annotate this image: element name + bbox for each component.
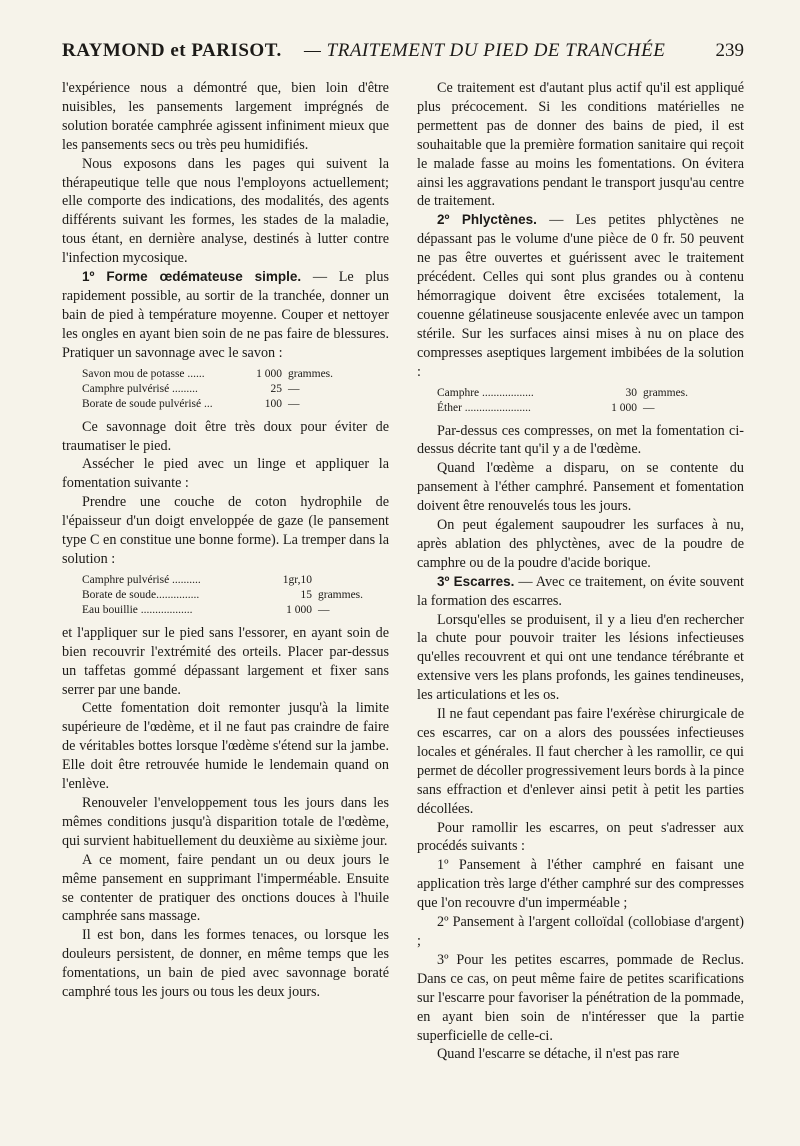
quantity: 100: [264, 397, 282, 410]
recipe-row: [82, 603, 363, 618]
quantity: 1gr,10: [282, 573, 312, 586]
recipe-row: [82, 588, 363, 603]
unit: grammes.: [288, 367, 334, 380]
section-heading: 1º Forme œdémateuse simple.: [82, 269, 302, 285]
section-paragraph: [417, 211, 744, 381]
ingredient: Camphre pulvérisé .........: [82, 382, 198, 395]
paragraph: Assécher le pied avec un linge et appliquer la fomentation suivante :: [62, 456, 389, 492]
paragraph: Il est bon, dans les formes tenaces, ou lorsque les douleurs persistent, de donner, en même temps que les fomentations, un bain de pied avec savonnage boraté camphré tous les jours ou tous les deux jours.: [62, 927, 389, 1001]
quantity: 1 000: [256, 367, 282, 380]
paragraph: et l'appliquer sur le pied sans l'essorer, en ayant soin de bien recouvrir l'extrémité des orteils. Placer par-dessus un taffetas gommé dépassant largement et fixer sans serrer par une bande.: [62, 624, 389, 698]
recipe-row: [82, 367, 333, 382]
paragraph-text: — Avec ce traitement, on évite souvent la formation des escarres.: [417, 573, 744, 609]
recipe-row: [82, 382, 333, 397]
ingredient: Camphre ..................: [437, 386, 534, 399]
unit: —: [318, 603, 330, 616]
paragraph: Ce savonnage doit être très doux pour éviter de traumatiser le pied.: [62, 418, 389, 454]
right-column: [417, 79, 744, 1064]
paragraph: Lorsqu'elles se produisent, il y a lieu d'en rechercher la chute pour pouvoir traiter les lésions infectieuses qu'elles recouvrent et qui ont une tendance térébrante et extensive vers les plans profonds, les gaines tendineuses, les articulations et les os.: [417, 611, 744, 704]
paragraph: Nous exposons dans les pages qui suivent la thérapeutique telle que nous l'employons actuellement; elle comporte des indications, des modalités, des agents différents suivant les formes, les stades de la maladie, tous étant, en dernière analyse, destinés à lutter contre l'infection mycosique.: [62, 155, 389, 267]
paragraph: Quand l'escarre se détache, il n'est pas rare: [437, 1046, 680, 1063]
quantity: 15: [300, 588, 312, 601]
quantity: 1 000: [611, 401, 637, 414]
paragraph: Quand l'œdème a disparu, on se contente du pansement à l'éther camphré. Pansement et fomentation doivent être renouvelés tous les jours.: [417, 460, 744, 515]
section-paragraph: [62, 268, 389, 363]
paragraph: Pour ramollir les escarres, on peut s'adresser aux procédés suivants :: [417, 819, 744, 855]
unit: —: [643, 401, 655, 414]
paragraph: 1º Pansement à l'éther camphré en faisant une application très large d'éther camphré sur des compresses que l'on recouvre d'un imperméable ;: [417, 857, 744, 912]
ingredient: Éther .......................: [437, 401, 531, 414]
paragraph: Il ne faut cependant pas faire l'exérèse chirurgicale de ces escarres, car on a alors des poussées infectieuses locales et générales. Il faut chercher à les ramollir, ce qui permet de décoller progressivement leurs bords à la pince sans effraction et d'enlever ainsi petit à petit les parties décollées.: [417, 706, 744, 817]
unit: —: [288, 382, 300, 395]
ingredient: Borate de soude...............: [82, 588, 200, 601]
unit: [316, 573, 363, 588]
ingredient: Camphre pulvérisé ..........: [82, 573, 201, 586]
paragraph: Ce traitement est d'autant plus actif qu'il est appliqué plus précocement. Si les conditions matérielles ne permettent pas de donner des bains de pied, il est souhaitable que la première formation sanitaire qui reçoit le malade fasse au moins les fomentations. On évitera ainsi les aggravations pendant le transport jusqu'au centre de traitement.: [417, 80, 744, 210]
paragraph: Prendre une couche de coton hydrophile de l'épaisseur d'un doigt enveloppée de gaze (le pansement type C en constitue une bonne forme). La tremper dans la solution :: [62, 494, 389, 567]
recipe-row: [82, 397, 333, 412]
recipe-row: [437, 386, 688, 401]
section-heading: 3º Escarres.: [437, 573, 515, 589]
recipe-table: [82, 367, 333, 412]
unit: grammes.: [318, 588, 364, 601]
paragraph: Par-dessus ces compresses, on met la fomentation ci-dessus décrite tant qu'il y a de l'œdème.: [417, 422, 744, 458]
paragraph: On peut également saupoudrer les surfaces à nu, après ablation des phlyctènes, avec de la poudre de camphre ou de la poudre d'acide borique.: [417, 517, 744, 571]
quantity: 25: [270, 382, 282, 395]
recipe-row: [82, 573, 363, 588]
paragraph: A ce moment, faire pendant un ou deux jours le même pansement en supprimant l'imperméable. Ensuite se contenter de pratiquer des onctions douces à l'huile camphrée sans massage.: [62, 851, 389, 925]
paragraph: Renouveler l'enveloppement tous les jours dans les mêmes conditions jusqu'à disparition totale de l'œdème, qui survient habituellement du deuxième au sixième jour.: [62, 795, 389, 849]
ingredient: Borate de soude pulvérisé ...: [82, 397, 213, 410]
quantity: 30: [625, 386, 637, 399]
recipe-row: [437, 401, 688, 416]
paragraph: 2º Pansement à l'argent colloïdal (collobiase d'argent) ;: [417, 914, 744, 949]
section-heading: 2º Phlyctènes.: [437, 212, 537, 228]
section-paragraph: [417, 573, 744, 611]
header-authors: RAYMOND et PARISOT.: [62, 40, 282, 61]
unit: —: [288, 397, 300, 410]
ingredient: Savon mou de potasse ......: [82, 367, 205, 380]
quantity: 1 000: [286, 603, 312, 616]
paragraph: 3º Pour les petites escarres, pommade de Reclus. Dans ce cas, on peut même faire de petites scarifications sur l'escarre pour favoriser la pénétration de la pommade, en ayant bien soin de n'intéresser que la partie superficielle de celle-ci.: [417, 951, 744, 1044]
page-number: 239: [715, 40, 744, 61]
paragraph: l'expérience nous a démontré que, bien loin d'être nuisibles, les pansements largement imprégnés de solution boratée camphrée agissent infiniment mieux que les pansements secs ou très peu humidifiés.: [62, 80, 389, 153]
recipe-table: [437, 386, 688, 416]
header-title: — TRAITEMENT DU PIED DE TRANCHÉE: [304, 40, 666, 61]
unit: grammes.: [643, 386, 689, 399]
paragraph: Cette fomentation doit remonter jusqu'à la limite supérieure de l'œdème, et il ne faut pas craindre de faire de véritables bottes lorsque l'œdème s'étend sur la jambe. Elle doit être retrouvée humide le lendemain quand on l'enlève.: [62, 700, 389, 793]
running-header: [62, 40, 744, 68]
ingredient: Eau bouillie ..................: [82, 603, 193, 616]
left-column: [62, 79, 389, 1002]
paragraph-text: — Le plus rapidement possible, au sortir de la tranchée, donner un bain de pied à température moyenne. Couper et nettoyer les ongles en ayant bien soin de ne pas faire de blessures. Pratiquer un savonnage avec le savon :: [62, 269, 389, 361]
paragraph-text: — Les petites phlyctènes ne dépassant pas le volume d'une pièce de 0 fr. 50 peuvent ne pas être ouvertes et guérissent avec le traitement précédent. Celles qui sont plus grandes ou à contenu hémorragique doivent être excisées totalement, la couenne gélatineuse sousjacente enlevée avec un tampon stérile. Sur les surfaces ainsi mises à nu on place des compresses aseptiques largement imbibées de la solution :: [417, 212, 744, 380]
recipe-table: [82, 573, 363, 618]
